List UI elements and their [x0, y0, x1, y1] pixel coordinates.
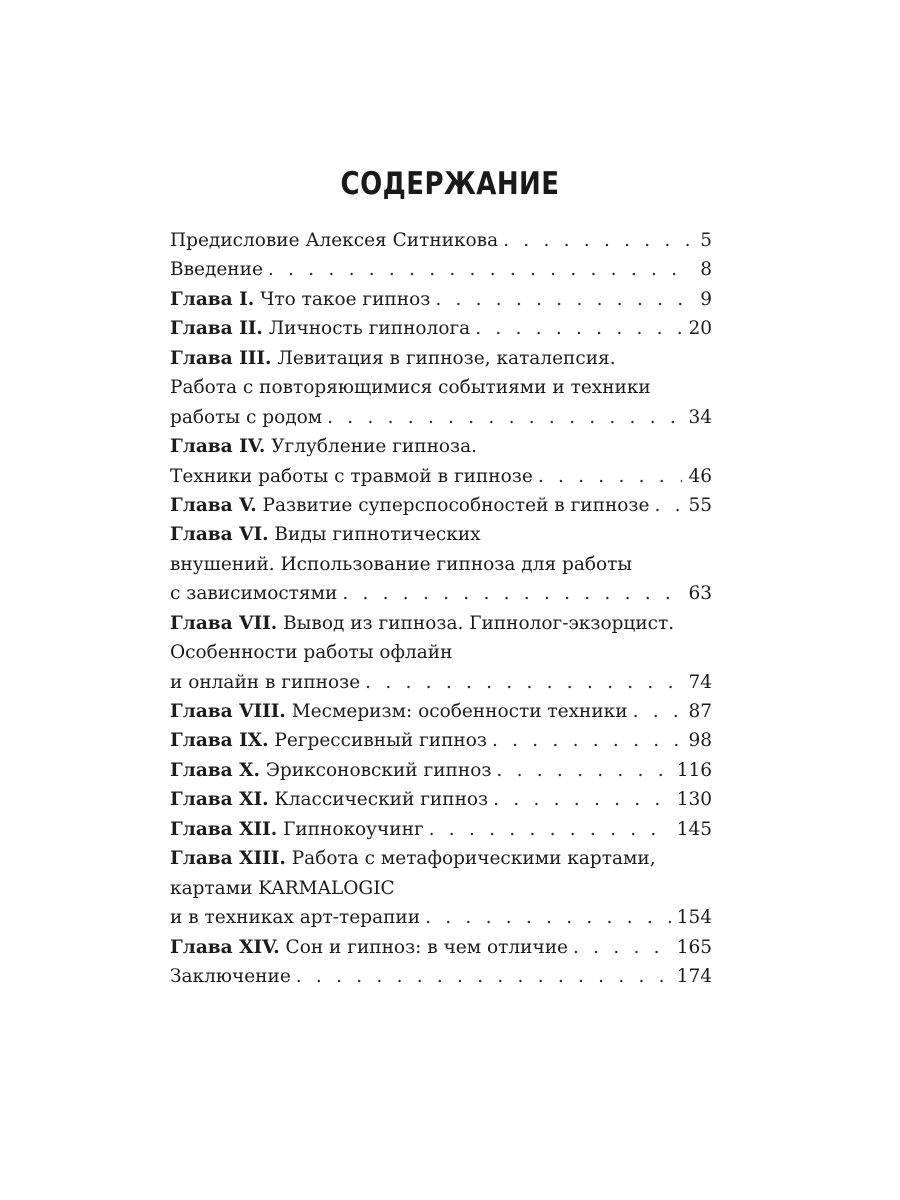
dot-leader — [538, 462, 683, 491]
toc-line — [170, 255, 712, 284]
toc-line-text — [170, 933, 568, 962]
page-number: 74 — [688, 671, 712, 693]
entry-title: Месмеризм: особенности техники — [285, 701, 628, 722]
toc-line-text — [170, 903, 420, 932]
chapter-label: Глава IV. — [170, 436, 266, 458]
toc-line — [170, 726, 712, 755]
dot-leader — [425, 903, 671, 932]
toc-line-text — [170, 462, 533, 491]
entry-title: Вывод из гипноза. Гипнолог-экзорцист. — [277, 612, 675, 634]
entry-title: Углубление гипноза. — [265, 436, 478, 458]
toc-line-text — [170, 848, 656, 869]
chapter-label: Глава I. — [170, 288, 255, 310]
entry-title: Работа с повторяющимися событиями и техники — [170, 377, 651, 399]
entry-title: Сон и гипноз: в чем отличие — [279, 936, 568, 958]
entry-title: и онлайн в гипнозе — [170, 671, 361, 693]
toc-entry[interactable] — [170, 491, 712, 520]
dot-leader — [429, 815, 671, 844]
page-number: 9 — [700, 288, 712, 310]
chapter-label: Глава III. — [170, 347, 272, 369]
toc-line-text — [170, 226, 498, 255]
page-number: 130 — [676, 789, 712, 811]
dot-leader — [365, 668, 682, 697]
chapter-label: Глава VII. — [170, 612, 278, 634]
toc-line — [170, 462, 712, 491]
page-number: 154 — [676, 907, 712, 929]
toc-line — [170, 344, 712, 373]
toc-entry[interactable] — [170, 520, 712, 608]
toc-line — [170, 874, 712, 903]
toc-line — [170, 285, 712, 314]
toc-line-text — [170, 348, 616, 369]
entry-title: Предисловие Алексея Ситникова — [170, 230, 499, 251]
chapter-label: Глава II. — [170, 318, 263, 340]
toc-entry[interactable] — [170, 933, 712, 962]
chapter-label: Глава XII. — [170, 818, 278, 840]
toc-line-text — [170, 255, 263, 284]
toc-entry[interactable] — [170, 697, 712, 726]
toc-line-text — [170, 314, 470, 343]
entry-title: и в техниках арт-терапии — [170, 907, 421, 929]
toc-line-text — [170, 815, 424, 844]
toc-line — [170, 785, 712, 814]
entry-title: Заключение — [170, 965, 291, 987]
toc-line — [170, 697, 712, 726]
toc-line — [170, 903, 712, 932]
toc-line — [170, 579, 712, 608]
toc-line — [170, 373, 712, 402]
toc-line-text — [170, 436, 477, 457]
toc-line — [170, 491, 712, 520]
entry-title: Техники работы с травмой в гипнозе — [170, 465, 533, 487]
toc-line-text — [170, 377, 651, 398]
entry-title: Введение — [170, 259, 263, 281]
page-number: 165 — [676, 936, 712, 958]
toc-line — [170, 314, 712, 343]
chapter-label: Глава IX. — [170, 730, 269, 752]
chapter-label: Глава XIII. — [170, 848, 286, 870]
page-number: 63 — [688, 583, 712, 605]
toc-line — [170, 226, 712, 255]
entry-title: Левитация в гипнозе, каталепсия. — [271, 347, 616, 369]
dot-leader — [268, 255, 690, 284]
toc-line-text — [170, 785, 488, 814]
toc-line-text — [170, 579, 337, 608]
toc-line — [170, 403, 712, 432]
chapter-label: Глава XI. — [170, 789, 269, 811]
toc-line-text — [170, 756, 491, 785]
entry-title: Работа с метафорическими картами, — [285, 848, 656, 870]
page-number: 55 — [688, 494, 712, 516]
entry-title: внушений. Использование гипноза для работы — [170, 553, 633, 575]
entry-title: Что такое гипноз — [254, 288, 431, 310]
chapter-label: Глава VIII. — [170, 701, 286, 722]
dot-leader — [435, 285, 690, 314]
toc-entry[interactable] — [170, 344, 712, 432]
toc-entry[interactable] — [170, 255, 712, 284]
page-number: 116 — [676, 759, 712, 781]
page-number: 46 — [688, 465, 712, 487]
entry-title: Регрессивный гипноз — [268, 730, 487, 752]
entry-title: Особенности работы офлайн — [170, 642, 453, 664]
entry-title: Классический гипноз — [268, 789, 489, 811]
toc-entry[interactable] — [170, 756, 712, 785]
toc-line-text — [170, 726, 487, 755]
chapter-label: Глава V. — [170, 494, 257, 516]
page-number: 174 — [676, 965, 712, 987]
chapter-label: Глава XIV. — [170, 936, 280, 958]
chapter-label: Глава X. — [170, 759, 260, 781]
entry-title: Развитие суперспособностей в гипнозе — [256, 494, 650, 516]
toc-entry[interactable] — [170, 314, 712, 343]
toc-line-text — [170, 554, 632, 575]
toc-line — [170, 550, 712, 579]
toc-line-text — [170, 285, 430, 314]
dot-leader — [342, 579, 682, 608]
toc-line — [170, 520, 712, 549]
chapter-label: Глава VI. — [170, 524, 269, 546]
entry-title: Эриксоновский гипноз — [259, 759, 492, 781]
dot-leader — [296, 962, 671, 991]
toc-line-text — [170, 697, 628, 726]
toc-line — [170, 638, 712, 667]
entry-title: Гипнокоучинг — [277, 818, 424, 840]
toc-entry[interactable] — [170, 609, 712, 697]
toc-line — [170, 815, 712, 844]
toc-line-text — [170, 668, 360, 697]
toc-entry[interactable] — [170, 844, 712, 932]
entry-title: работы с родом — [170, 406, 323, 428]
dot-leader — [503, 226, 690, 255]
toc-entry[interactable] — [170, 815, 712, 844]
toc-line — [170, 756, 712, 785]
toc-line-text — [170, 524, 481, 545]
dot-leader — [496, 756, 670, 785]
entry-title: Личность гипнолога — [262, 318, 471, 340]
toc-line-text — [170, 642, 452, 663]
dot-leader — [654, 491, 682, 520]
page-number: 34 — [688, 406, 712, 428]
toc-entry[interactable] — [170, 785, 712, 814]
dot-leader — [492, 726, 683, 755]
toc-line-text — [170, 613, 674, 634]
toc-entry[interactable] — [170, 432, 712, 491]
table-of-contents — [170, 226, 712, 991]
page-number: 145 — [676, 818, 712, 840]
page-number: 98 — [688, 730, 712, 752]
toc-line-text — [170, 962, 291, 991]
page-number: 5 — [700, 230, 712, 251]
toc-entry[interactable] — [170, 962, 712, 991]
toc-line-text — [170, 491, 649, 520]
dot-leader — [493, 785, 671, 814]
entry-title: с зависимостями — [170, 583, 338, 605]
dot-leader — [327, 403, 682, 432]
toc-line — [170, 609, 712, 638]
toc-line-text — [170, 878, 395, 899]
toc-line — [170, 668, 712, 697]
toc-line-text — [170, 403, 322, 432]
dot-leader — [475, 314, 682, 343]
dot-leader — [573, 933, 671, 962]
page-number: 8 — [700, 259, 712, 281]
page-title: СОДЕРЖАНИЕ — [340, 166, 560, 202]
toc-line — [170, 844, 712, 873]
toc-entry[interactable] — [170, 285, 712, 314]
toc-line — [170, 933, 712, 962]
dot-leader — [633, 697, 683, 726]
page-number: 20 — [688, 318, 712, 340]
toc-entry[interactable] — [170, 226, 712, 255]
page-number: 87 — [688, 701, 712, 722]
entry-title: Виды гипнотических — [268, 524, 481, 546]
toc-line — [170, 962, 712, 991]
toc-line — [170, 432, 712, 461]
toc-entry[interactable] — [170, 726, 712, 755]
entry-title: картами KARMALOGIC — [170, 877, 395, 899]
